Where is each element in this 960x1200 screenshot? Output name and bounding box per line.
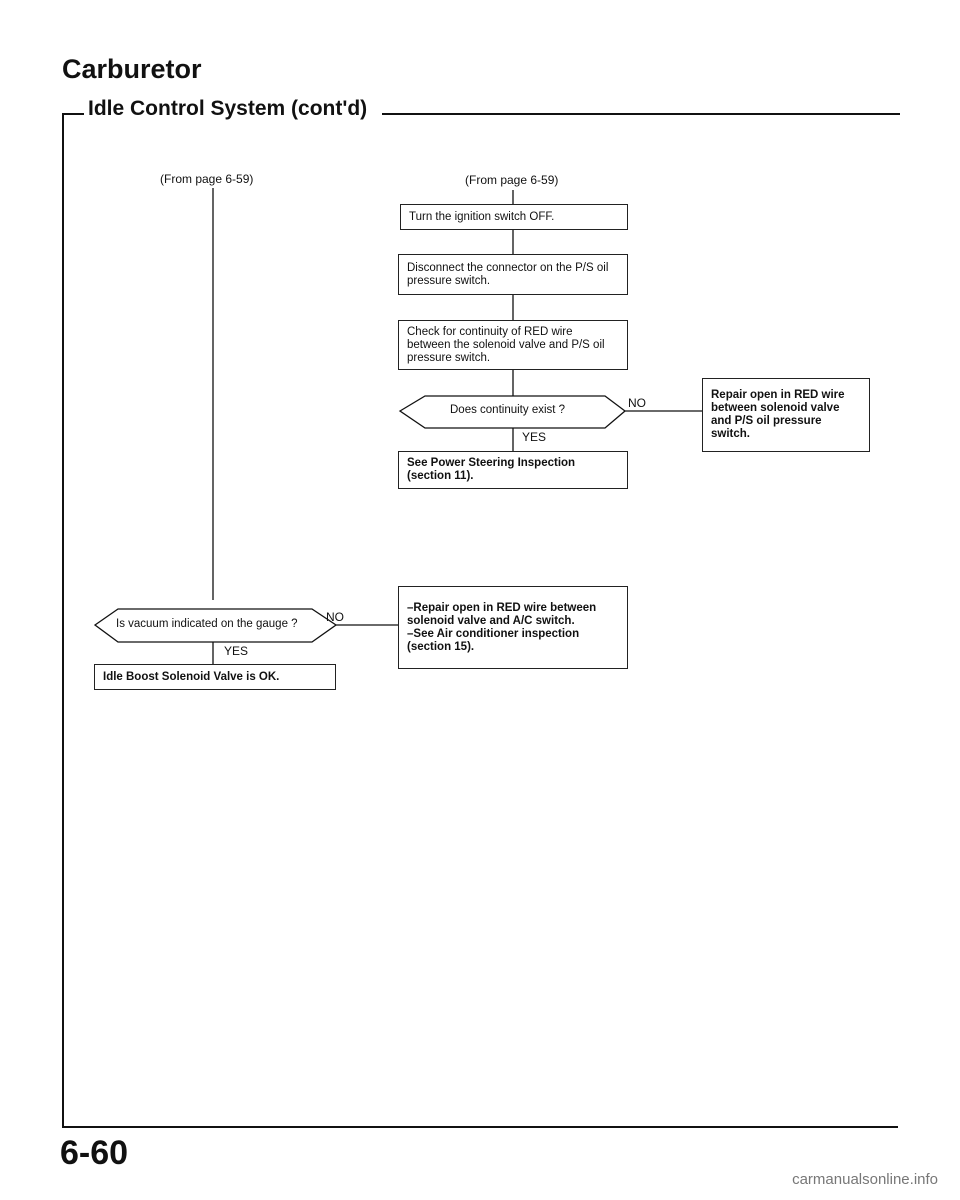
continuity-no-label: NO xyxy=(628,396,646,410)
ac-inspection-line: –See Air conditioner inspection (section 15). xyxy=(407,627,580,653)
step-check-continuity: Check for continuity of RED wire between the solenoid valve and P/S oil pressure switch. xyxy=(398,320,628,370)
result-repair-ac-wire xyxy=(398,586,628,669)
page-number: 6-60 xyxy=(60,1134,129,1172)
vacuum-yes-label: YES xyxy=(224,644,249,658)
continuity-yes-label: YES xyxy=(522,430,547,444)
decision-continuity: Does continuity exist ? xyxy=(450,404,566,416)
vacuum-no-label: NO xyxy=(326,610,344,624)
result-repair-ps-wire: Repair open in RED wire between solenoid valve and P/S oil pressure switch. xyxy=(702,378,870,452)
right-start-label: (From page 6-59) xyxy=(465,173,559,187)
section-subtitle: Idle Control System (cont'd) xyxy=(88,97,368,120)
repair-ac-wire-line: –Repair open in RED wire between solenoid valve and A/C switch. xyxy=(407,601,597,627)
step-ignition-off: Turn the ignition switch OFF. xyxy=(400,204,628,230)
result-solenoid-ok: Idle Boost Solenoid Valve is OK. xyxy=(94,664,336,690)
left-start-label: (From page 6-59) xyxy=(160,172,254,186)
decision-vacuum: Is vacuum indicated on the gauge ? xyxy=(116,618,298,630)
page-title: Carburetor xyxy=(62,54,202,84)
result-power-steering-inspection: See Power Steering Inspection (section 11). xyxy=(398,451,628,489)
step-disconnect-connector: Disconnect the connector on the P/S oil pressure switch. xyxy=(398,254,628,295)
watermark: carmanualsonline.info xyxy=(792,1171,938,1188)
